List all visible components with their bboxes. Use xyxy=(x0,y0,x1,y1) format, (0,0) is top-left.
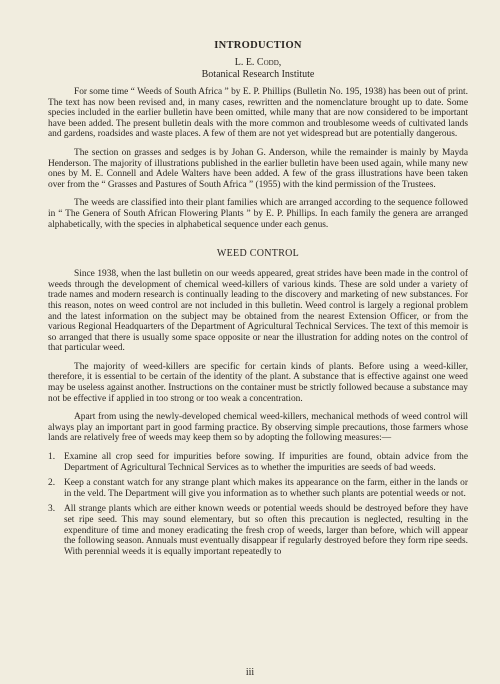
weed-control-paragraph: Since 1938, when the last bulletin on our weeds appeared, great strides have been made in the control of weeds through the development of chemical weed-killers of various kinds. These are sold under a variety of trade names and modern research is continually leading to the discovery and marketing of new substances. For this reason, notes on weed control are not included in this bulletin. Weed control is largely a regional problem and the latest information on the subject may be obtained from the nearest Extension Officer, or from the various Regional Headquarters of the Department of Agricultural Technical Services. The text of this memoir is so arranged that there is usually some space opposite or near the illustration for adding notes on the control of that particular weed. xyxy=(48,269,468,354)
list-item xyxy=(48,504,468,557)
author-affiliation: Botanical Research Institute xyxy=(201,69,315,80)
author-name: L. E. Codd, xyxy=(234,57,282,68)
page-number: iii xyxy=(245,667,255,678)
intro-paragraph: The section on grasses and sedges is by Johan G. Anderson, while the remainder is mainly by Mayda Henderson. The majority of illustrations published in the earlier bulletin have been used again, while many new ones by M. E. Connell and Adele Walters have been added. A few of the grass illustrations have been taken over from the “ Grasses and Pastures of South Africa ” (1955) with the kind permission of the Trustees. xyxy=(48,147,468,190)
list-item-number: 3. xyxy=(48,504,56,515)
introduction-heading: INTRODUCTION xyxy=(214,40,302,51)
intro-paragraph: For some time “ Weeds of South Africa ” by E. P. Phillips (Bulletin No. 195, 1938) has been out of print. The text has now been revised and, in many cases, rewritten and the nomenclature brought up to date. Some species included in the earlier bulletin have been omitted, while many that are now considered to be important have been added. The present bulletin deals with the more common and troublesome weeds of cultivated lands and gardens, roadsides and waste places. A few of them are not yet widespread but are potentially dangerous. xyxy=(48,87,468,140)
weed-control-paragraph: Apart from using the newly-developed chemical weed-killers, mechanical methods of weed control will always play an important part in good farming practice. By observing simple precautions, those farmers whose lands are relatively free of weeds may keep them so by adopting the following measures:— xyxy=(48,412,468,444)
weed-control-paragraph: The majority of weed-killers are specific for certain kinds of plants. Before using a weed-killer, therefore, it is essential to be certain of the identity of the plant. A substance that is effective against one weed may be useless against another. Instructions on the container must be strictly followed because a substance may not be effective if applied in too strong or too weak a concentration. xyxy=(48,361,468,404)
list-item-number: 1. xyxy=(48,452,56,463)
list-item xyxy=(48,478,468,499)
introduction-section xyxy=(48,40,468,230)
intro-paragraph: The weeds are classified into their plant families which are arranged according to the sequence followed in “ The Genera of South African Flowering Plants ” by E. P. Phillips. In each family the genera are arranged alphabetically, with the species in alphabetical sequence under each genus. xyxy=(48,198,468,230)
list-item-text: Examine all crop seed for impurities before sowing. If impurities are found, obtain advice from the Department of Agricultural Technical Services as to whether the impurities are seeds of bad weeds. xyxy=(64,452,468,473)
list-item-text: Keep a constant watch for any strange plant which makes its appearance on the farm, either in the lands or in the veld. The Department will give you information as to whether such plants are potential weeds or not. xyxy=(64,478,468,499)
weed-control-section xyxy=(48,248,468,557)
list-item-text: All strange plants which are either known weeds or potential weeds should be destroyed before they have set ripe seed. This may sound elementary, but so often this precaution is neglected, resulting in the expenditure of time and money eradicating the fresh crop of weeds, larger than before, which will appear the following season. Annuals must eventually disappear if regularly destroyed before they form ripe seeds. With perennial weeds it is equally important repeatedly to xyxy=(64,504,468,557)
list-item xyxy=(48,452,468,473)
list-item-number: 2. xyxy=(48,478,56,489)
weed-control-heading: WEED CONTROL xyxy=(216,248,300,260)
measures-list xyxy=(48,452,468,557)
